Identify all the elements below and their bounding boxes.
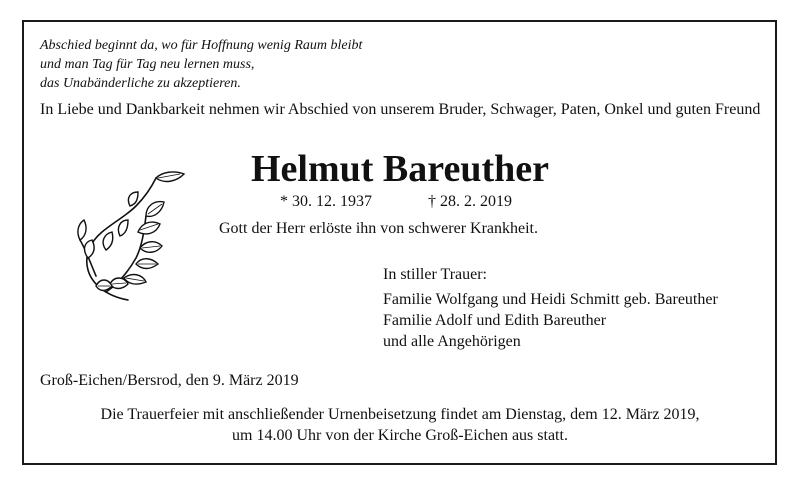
mourners-block	[383, 264, 718, 352]
service-line: Die Trauerfeier mit anschließender Urnenbeisetzung findet am Dienstag, dem 12. März 2019,	[100, 406, 700, 423]
quote-line: und man Tag für Tag neu lernen muss,	[40, 57, 255, 72]
intro-text: In Liebe und Dankbarkeit nehmen wir Abschied von unserem Bruder, Schwager, Paten, Onkel und guten Freund	[40, 101, 761, 118]
quote-line: Abschied beginnt da, wo für Hoffnung wenig Raum bleibt	[40, 38, 363, 53]
quote-block	[40, 36, 362, 93]
deceased-name-text: Helmut Bareuther	[251, 148, 549, 190]
statement-text: Gott der Herr erlöste ihn von schwerer Krankheit.	[219, 220, 538, 237]
birth-date: * 30. 12. 1937	[280, 193, 372, 210]
life-dates	[280, 193, 512, 211]
mourner-line: und alle Angehörigen	[383, 333, 521, 350]
mourner-line: Familie Wolfgang und Heidi Schmitt geb. Bareuther	[383, 291, 718, 308]
death-date: † 28. 2. 2019	[428, 193, 512, 210]
mourners-heading: In stiller Trauer:	[383, 266, 487, 283]
leaf-branch-icon	[66, 166, 190, 308]
quote-line: das Unabänderliche zu akzeptieren.	[40, 76, 241, 91]
place-date: Groß-Eichen/Bersrod, den 9. März 2019	[40, 372, 299, 389]
service-notice	[0, 404, 800, 446]
service-line: um 14.00 Uhr von der Kirche Groß-Eichen aus statt.	[232, 427, 568, 444]
mourner-line: Familie Adolf und Edith Bareuther	[383, 312, 607, 329]
